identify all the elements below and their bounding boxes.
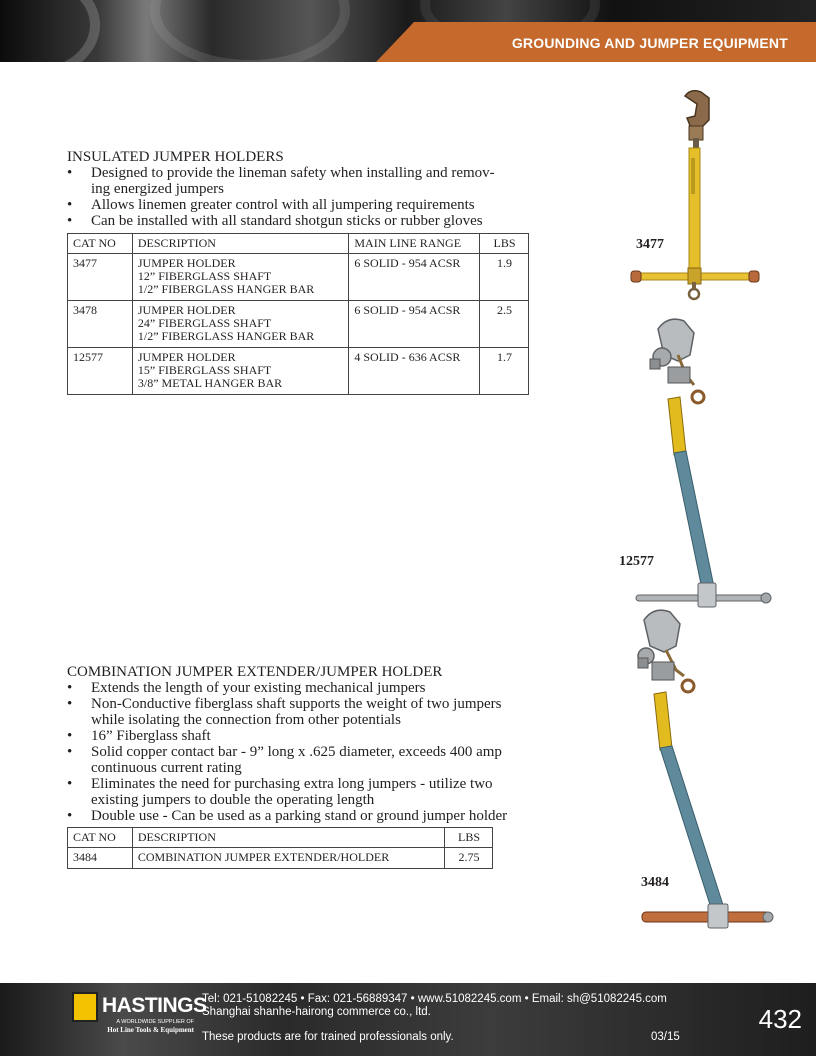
jumper-holders-table: [67, 233, 529, 395]
range-cell: 6 SOLID - 954 ACSR: [349, 254, 480, 301]
feature-bullet: • Non-Conductive fiberglass shaft supports the weight of two jumpers: [67, 696, 537, 712]
insulated-jumper-holders-section: [67, 149, 537, 395]
logo-tagline: A WORLDWIDE SUPPLIER OF: [116, 1019, 194, 1025]
table-row: [68, 348, 529, 395]
range-cell: 4 SOLID - 636 ACSR: [349, 348, 480, 395]
feature-bullet: • 16” Fiberglass shaft: [67, 728, 537, 744]
feature-list: [67, 680, 537, 824]
section-title: INSULATED JUMPER HOLDERS: [67, 149, 284, 165]
hastings-logo-icon: [72, 992, 98, 1022]
contact-line: Tel: 021-51082245 • Fax: 021-56889347 • www.51082245.com • Email: sh@51082245.com: [202, 993, 667, 1005]
table-header-row: [68, 828, 493, 848]
page-number: 432: [758, 1004, 802, 1034]
product-label: 12577: [619, 554, 654, 569]
feature-bullet-continued: while isolating the connection from other potentials: [91, 712, 401, 728]
table-row: [68, 254, 529, 301]
description-cell: JUMPER HOLDER 24” FIBERGLASS SHAFT 1/2” FIBERGLASS HANGER BAR: [132, 301, 348, 348]
header-swirl: [150, 0, 350, 62]
disclaimer: These products are for trained professionals only.: [202, 1031, 454, 1043]
lbs-cell: 1.7: [480, 348, 529, 395]
feature-bullet: • Designed to provide the lineman safety when installing and remov-: [67, 165, 537, 181]
logo-wordmark: HASTINGS: [102, 994, 207, 1017]
combination-jumper-section: [67, 664, 537, 869]
description-cell: COMBINATION JUMPER EXTENDER/HOLDER: [132, 848, 444, 869]
column-header: LBS: [445, 828, 493, 848]
feature-bullet: • Double use - Can be used as a parking stand or ground jumper holder: [67, 808, 537, 824]
feature-bullet: • Extends the length of your existing mechanical jumpers: [67, 680, 537, 696]
cat-no-cell: 12577: [68, 348, 133, 395]
lbs-cell: 2.5: [480, 301, 529, 348]
feature-bullet-continued: existing jumpers to double the operating length: [91, 792, 375, 808]
header-swirl: [0, 0, 100, 62]
section-title: COMBINATION JUMPER EXTENDER/JUMPER HOLDER: [67, 664, 443, 680]
description-cell: JUMPER HOLDER 15” FIBERGLASS SHAFT 3/8” METAL HANGER BAR: [132, 348, 348, 395]
lbs-cell: 2.75: [445, 848, 493, 869]
logo-tagline: Hot Line Tools & Equipment: [107, 1026, 194, 1034]
column-header: DESCRIPTION: [132, 828, 444, 848]
cat-no-cell: 3484: [68, 848, 133, 869]
product-label: 3477: [636, 237, 664, 252]
company-name: Shanghai shanhe-hairong commerce co., ltd.: [202, 1006, 431, 1018]
section-heading: GROUNDING AND JUMPER EQUIPMENT: [511, 35, 788, 51]
table-row: [68, 301, 529, 348]
table-header-row: [68, 234, 529, 254]
hastings-logo: [72, 992, 207, 1034]
feature-bullet-continued: ing energized jumpers: [91, 181, 225, 197]
column-header: MAIN LINE RANGE: [349, 234, 480, 254]
column-header: DESCRIPTION: [132, 234, 348, 254]
range-cell: 6 SOLID - 954 ACSR: [349, 301, 480, 348]
description-cell: JUMPER HOLDER 12” FIBERGLASS SHAFT 1/2” FIBERGLASS HANGER BAR: [132, 254, 348, 301]
feature-list: [67, 165, 537, 229]
cat-no-cell: 3477: [68, 254, 133, 301]
page-header: [0, 0, 816, 62]
feature-bullet: • Can be installed with all standard shotgun sticks or rubber gloves: [67, 213, 537, 229]
combination-table: [67, 827, 493, 869]
product-3477-image: [625, 88, 765, 313]
feature-bullet: • Solid copper contact bar - 9” long x .625 diameter, exceeds 400 amp: [67, 744, 537, 760]
table-row: [68, 848, 493, 869]
column-header: CAT NO: [68, 828, 133, 848]
feature-bullet: • Eliminates the need for purchasing extra long jumpers - utilize two: [67, 776, 537, 792]
revision-date: 03/15: [651, 1031, 680, 1043]
column-header: CAT NO: [68, 234, 133, 254]
feature-bullet-continued: continuous current rating: [91, 760, 242, 776]
feature-bullet: • Allows linemen greater control with all jumpering requirements: [67, 197, 537, 213]
column-header: LBS: [480, 234, 529, 254]
lbs-cell: 1.9: [480, 254, 529, 301]
product-label: 3484: [641, 875, 669, 890]
cat-no-cell: 3478: [68, 301, 133, 348]
